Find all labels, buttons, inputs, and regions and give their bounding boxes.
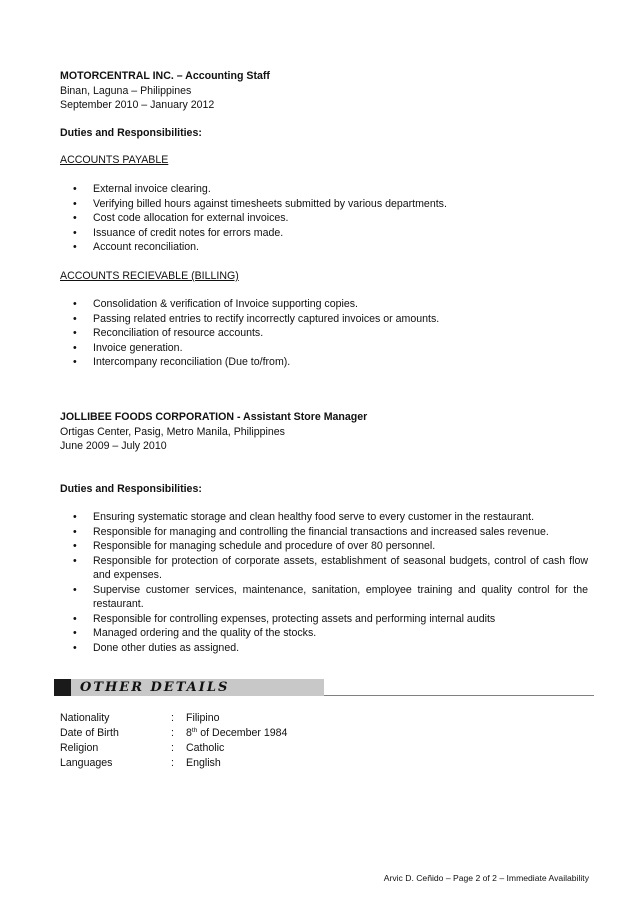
list-item-text: Responsible for managing and controlling the financial transactions and increased sales revenue.: [93, 525, 549, 538]
section-marker: [54, 679, 71, 696]
list-item: [60, 240, 588, 255]
bullet-icon: •: [73, 212, 77, 224]
list-item-text: Verifying billed hours against timesheets submitted by various departments.: [93, 197, 447, 210]
other-details-section-bar: [54, 679, 594, 697]
accounts-payable-list: [60, 182, 588, 255]
bullet-icon: •: [73, 312, 77, 325]
list-item-text: External invoice clearing.: [93, 183, 211, 195]
other-details-heading: OTHER DETAILS: [80, 680, 230, 695]
bullet-icon: •: [73, 627, 77, 639]
job2-duties-heading: Duties and Responsibilities:: [60, 483, 202, 495]
languages-label: Languages: [60, 757, 113, 769]
list-item-text: Responsible for controlling expenses, protecting assets and performing internal audits: [93, 612, 496, 625]
dob-suffix: th: [191, 727, 198, 734]
religion-label: Religion: [60, 742, 99, 754]
bullet-icon: •: [73, 540, 77, 552]
list-item: [60, 182, 588, 197]
list-item: [60, 197, 588, 212]
job2-location: Ortigas Center, Pasig, Metro Manila, Philippines: [60, 425, 285, 438]
list-item-text: Issuance of credit notes for errors made.: [93, 226, 284, 239]
job1-location: Binan, Laguna – Philippines: [60, 84, 192, 97]
detail-row-nationality: [60, 711, 460, 726]
list-item-text: Intercompany reconciliation (Due to/from).: [93, 356, 291, 368]
list-item: [60, 355, 588, 370]
bullet-icon: •: [73, 341, 77, 354]
bullet-icon: •: [73, 327, 77, 339]
bullet-icon: •: [73, 554, 77, 567]
religion-value: Catholic: [186, 742, 225, 754]
separator: :: [171, 742, 174, 754]
separator: :: [171, 757, 174, 769]
list-item: [60, 226, 588, 241]
list-item: [60, 297, 588, 312]
bullet-icon: •: [73, 612, 77, 625]
job2-title: JOLLIBEE FOODS CORPORATION - Assistant Store Manager: [60, 411, 368, 423]
job2-duties-list: [60, 510, 588, 655]
detail-row-religion: [60, 741, 460, 756]
job1-dates: September 2010 – January 2012: [60, 99, 215, 111]
languages-value: English: [186, 757, 221, 769]
list-item-text: Consolidation & verification of Invoice supporting copies.: [93, 298, 358, 310]
list-item-text: Passing related entries to rectify incorrectly captured invoices or amounts.: [93, 312, 440, 325]
list-item: [60, 341, 588, 356]
list-item-text: Ensuring systematic storage and clean healthy food serve to every customer in the restaurant.: [93, 511, 535, 523]
list-item-text: Done other duties as assigned.: [93, 641, 240, 654]
list-item: [60, 583, 588, 612]
page-footer: Arvic D. Ceñido – Page 2 of 2 – Immediate Availability: [383, 873, 589, 883]
job1-title: MOTORCENTRAL INC. – Accounting Staff: [60, 70, 270, 82]
dob-label: Date of Birth: [60, 727, 119, 739]
list-item-text: Invoice generation.: [93, 341, 183, 354]
list-item: [60, 525, 588, 540]
bullet-icon: •: [73, 197, 77, 210]
list-item-text: Reconciliation of resource accounts.: [93, 327, 264, 339]
bullet-icon: •: [73, 183, 77, 195]
bullet-icon: •: [73, 525, 77, 538]
bullet-icon: •: [73, 641, 77, 654]
list-item: [60, 641, 588, 656]
list-item: [60, 510, 588, 525]
nationality-label: Nationality: [60, 712, 110, 724]
bullet-icon: •: [73, 511, 77, 523]
list-item: [60, 312, 588, 327]
bullet-icon: •: [73, 241, 77, 253]
list-item: [60, 539, 588, 554]
list-item: [60, 554, 588, 583]
list-item: [60, 326, 588, 341]
separator: :: [171, 712, 174, 724]
detail-row-languages: [60, 756, 460, 771]
dob-rest: of December 1984: [197, 727, 288, 739]
job2-dates: June 2009 – July 2010: [60, 440, 167, 452]
list-item-text: Responsible for protection of corporate assets, establishment of seasonal budgets, control of cash flow and expenses.: [93, 554, 588, 581]
list-item: [60, 612, 588, 627]
dob-day: 8: [186, 727, 192, 739]
bullet-icon: •: [73, 226, 77, 239]
separator: :: [171, 727, 174, 739]
accounts-payable-heading: ACCOUNTS PAYABLE: [60, 154, 169, 166]
bullet-icon: •: [73, 356, 77, 368]
list-item-text: Account reconciliation.: [93, 241, 199, 253]
dob-value: [186, 726, 287, 741]
detail-row-dob: [60, 726, 460, 741]
list-item: [60, 626, 588, 641]
job1-header: [60, 69, 590, 113]
list-item-text: Supervise customer services, maintenance, sanitation, employee training and quality control for the restaurant.: [93, 583, 588, 610]
nationality-value: Filipino: [186, 712, 220, 724]
accounts-receivable-heading: ACCOUNTS RECIEVABLE (BILLING): [60, 270, 239, 282]
list-item-text: Managed ordering and the quality of the stocks.: [93, 627, 317, 639]
other-details-table: [60, 711, 460, 771]
list-item: [60, 211, 588, 226]
job1-duties-heading: Duties and Responsibilities:: [60, 127, 202, 139]
bullet-icon: •: [73, 583, 77, 596]
list-item-text: Cost code allocation for external invoices.: [93, 212, 289, 224]
list-item-text: Responsible for managing schedule and procedure of over 80 personnel.: [93, 540, 436, 552]
job2-header: [60, 410, 590, 454]
bullet-icon: •: [73, 298, 77, 310]
accounts-receivable-list: [60, 297, 588, 370]
